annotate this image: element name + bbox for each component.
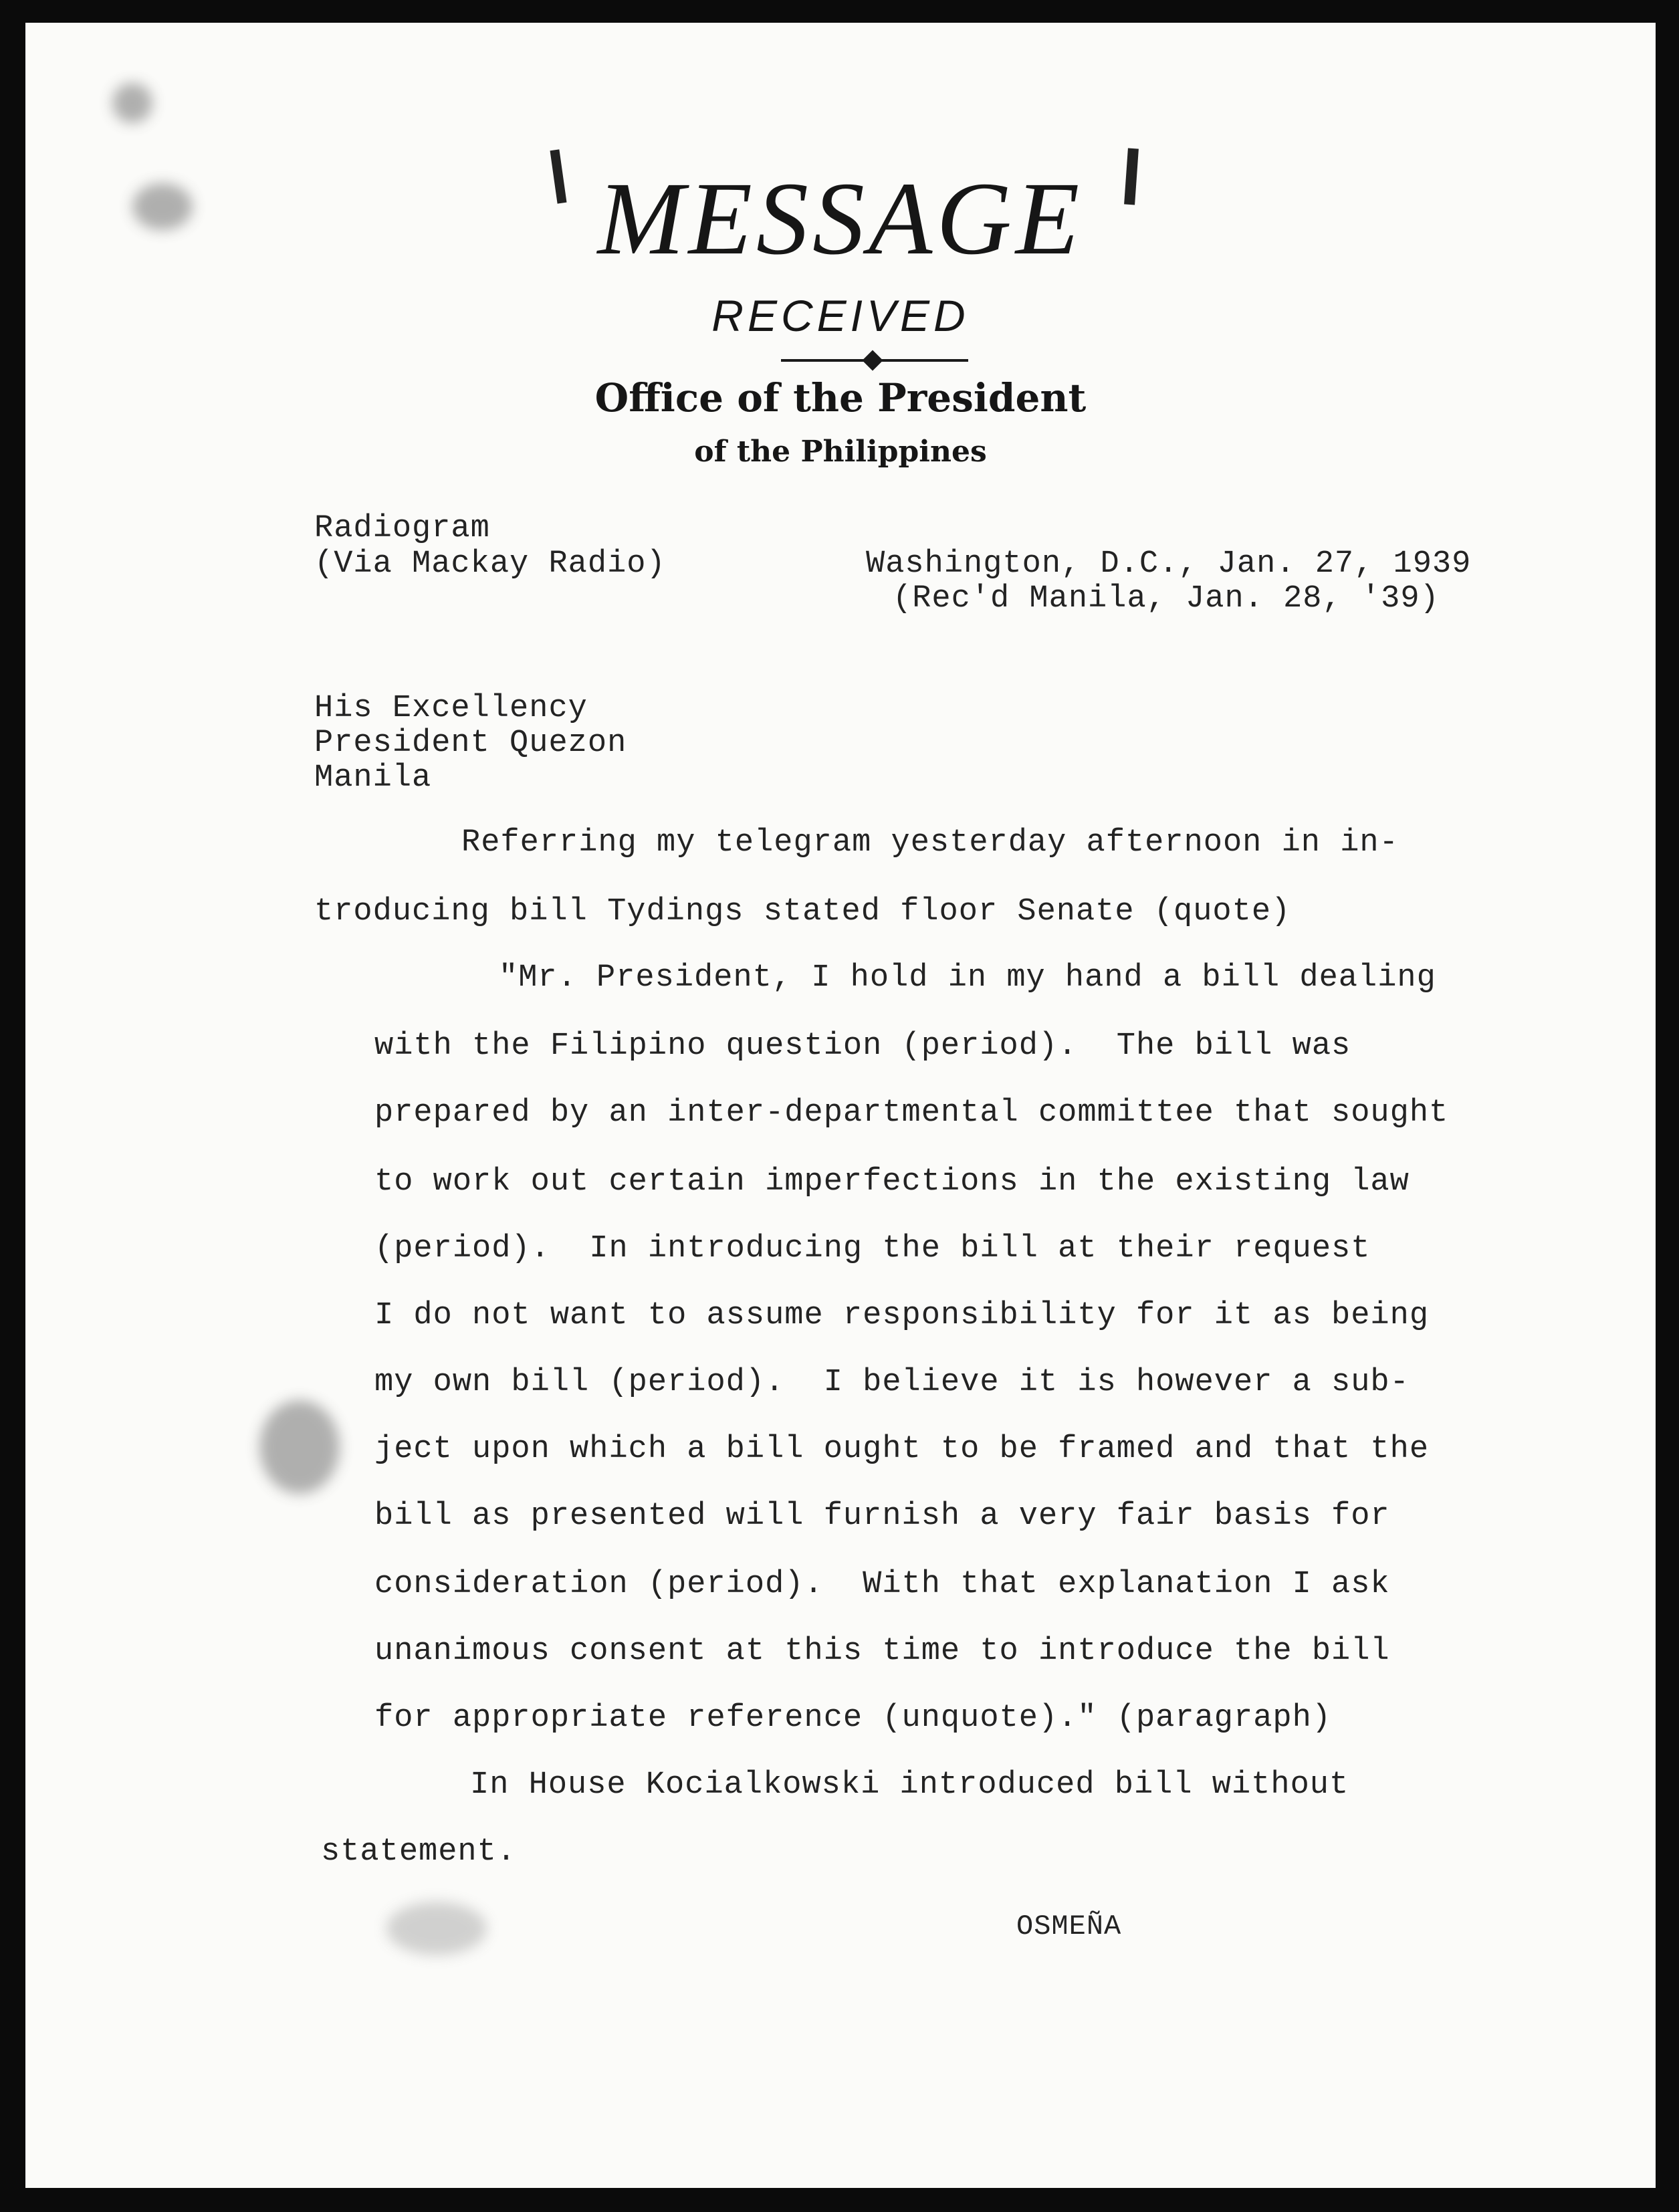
body-line: troducing bill Tydings stated floor Senate (quote) — [314, 894, 1291, 929]
body-line: statement. — [321, 1834, 517, 1870]
body-line: Referring my telegram yesterday afternoon in in- — [461, 825, 1399, 861]
letterhead-subtitle: RECEIVED — [711, 291, 970, 340]
office-line-1: Office of the President — [594, 375, 1087, 421]
message-type: Radiogram — [314, 511, 490, 546]
letterhead-ornament — [862, 350, 883, 370]
ink-smudge — [259, 1400, 340, 1494]
body-line: my own bill (period). I believe it is however a sub- — [374, 1365, 1410, 1400]
body-line: unanimous consent at this time to introduce the bill — [374, 1634, 1390, 1669]
message-via: (Via Mackay Radio) — [314, 546, 666, 582]
letterhead-title: MESSAGE — [597, 160, 1084, 276]
document-page — [25, 23, 1656, 2188]
ink-smudge — [386, 1902, 487, 1955]
body-line: consideration (period). With that explanation I ask — [374, 1567, 1390, 1602]
body-line: for appropriate reference (unquote)." (paragraph) — [374, 1700, 1332, 1736]
origin-date: Washington, D.C., Jan. 27, 1939 — [866, 546, 1472, 582]
addressee-line: His Excellency — [314, 691, 588, 726]
received-date: (Rec'd Manila, Jan. 28, '39) — [893, 581, 1440, 617]
ink-smudge — [112, 83, 152, 123]
body-line: to work out certain imperfections in the existing law — [374, 1164, 1410, 1200]
body-line: with the Filipino question (period). The bill was — [374, 1028, 1351, 1064]
body-line: I do not want to assume responsibility for it as being — [374, 1298, 1430, 1333]
body-line: bill as presented will furnish a very fair basis for — [374, 1499, 1390, 1534]
addressee-line: President Quezon — [314, 726, 627, 761]
office-line-2: of the Philippines — [694, 435, 987, 469]
body-line: "Mr. President, I hold in my hand a bill dealing — [499, 960, 1436, 996]
addressee-line: Manila — [314, 760, 432, 796]
signature: OSMEÑA — [1016, 1910, 1122, 1943]
body-line: prepared by an inter-departmental committee that sought — [374, 1095, 1449, 1131]
body-line: In House Kocialkowski introduced bill without — [470, 1767, 1349, 1803]
body-line: (period). In introducing the bill at their request — [374, 1231, 1371, 1266]
body-line: ject upon which a bill ought to be framed and that the — [374, 1432, 1430, 1467]
